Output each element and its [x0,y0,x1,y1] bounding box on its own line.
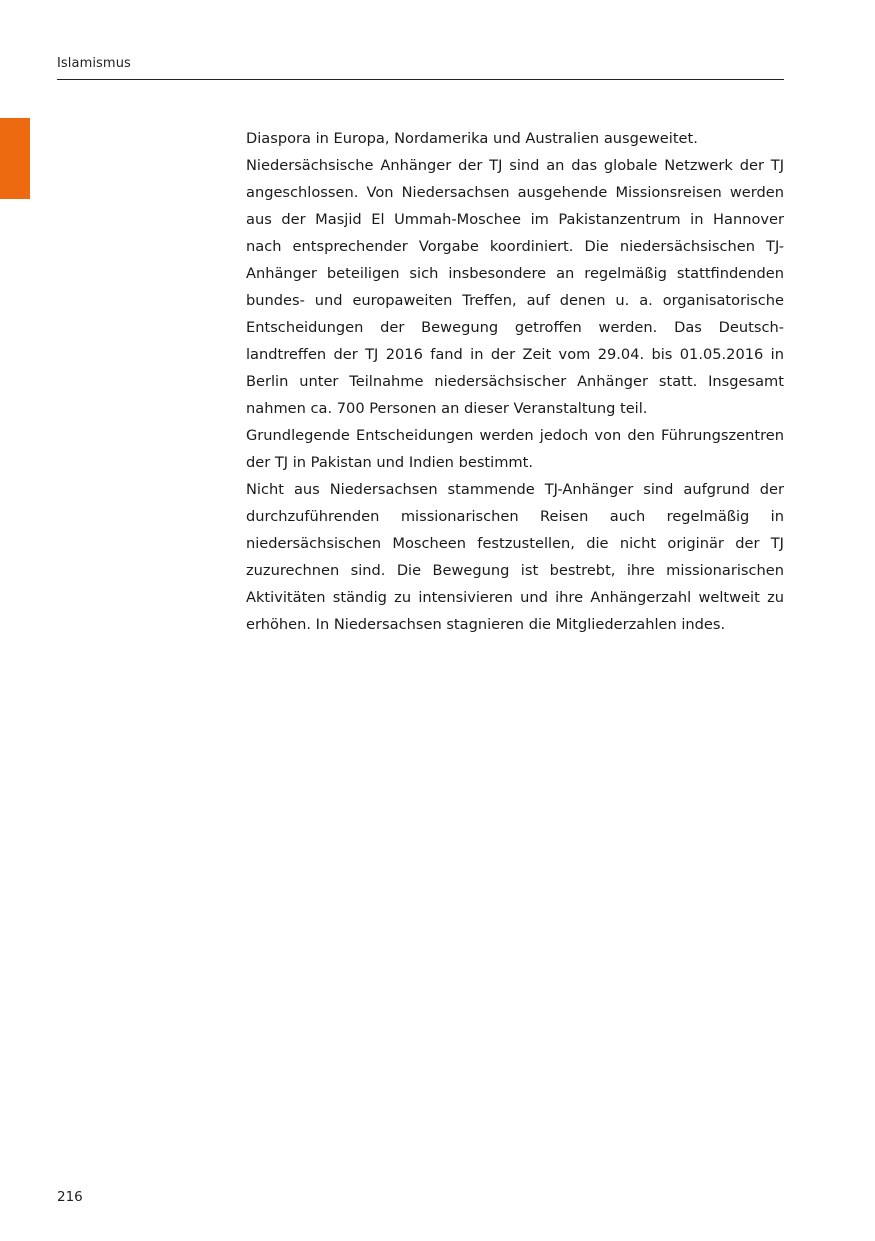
page-number: 216 [57,1189,83,1205]
paragraph: Niedersächsische Anhänger der TJ sind an das globale Netzwerk der TJ angeschlossen. Von Niedersachsen ausgehende Missionsreisen werden aus der Masjid El Ummah-Moschee im Pakistanzentrum in Hannover nach entsprechender Vorgabe koordiniert. Die niedersächsischen TJ-Anhänger beteiligen sich insbesondere an regelmäßig stattfindenden bundes- und europaweiten Treffen, auf denen u. a. organisatorische Entscheidungen der Bewegung getroffen werden. Das Deutschlandtreffen der TJ 2016 fand in der Zeit vom 29.04. bis 01.05.2016 in Berlin unter Teilnahme niedersächsischer Anhänger statt. Insgesamt nahmen ca. 700 Personen an dieser Veranstaltung teil. [246,157,784,417]
body-text [246,125,784,638]
header-divider [57,79,784,80]
paragraph: Diaspora in Europa, Nordamerika und Australien ausgeweitet. [246,130,698,147]
running-header-title: Islamismus [57,56,131,71]
paragraph: Nicht aus Niedersachsen stammende TJ-Anhänger sind aufgrund der durchzuführenden missionarischen Reisen auch regelmäßig in niedersächsischen Moscheen festzustellen, die nicht originär der TJ zuzurechnen sind. Die Bewegung ist bestrebt, ihre missionarischen Aktivitäten ständig zu intensivieren und ihre Anhängerzahl weltweit zu erhöhen. In Niedersachsen stagnieren die Mitgliederzahlen indes. [246,481,784,633]
chapter-accent-bar [0,118,30,199]
paragraph: Grundlegende Entscheidungen werden jedoch von den Führungszentren der TJ in Pakistan und Indien bestimmt. [246,427,784,471]
